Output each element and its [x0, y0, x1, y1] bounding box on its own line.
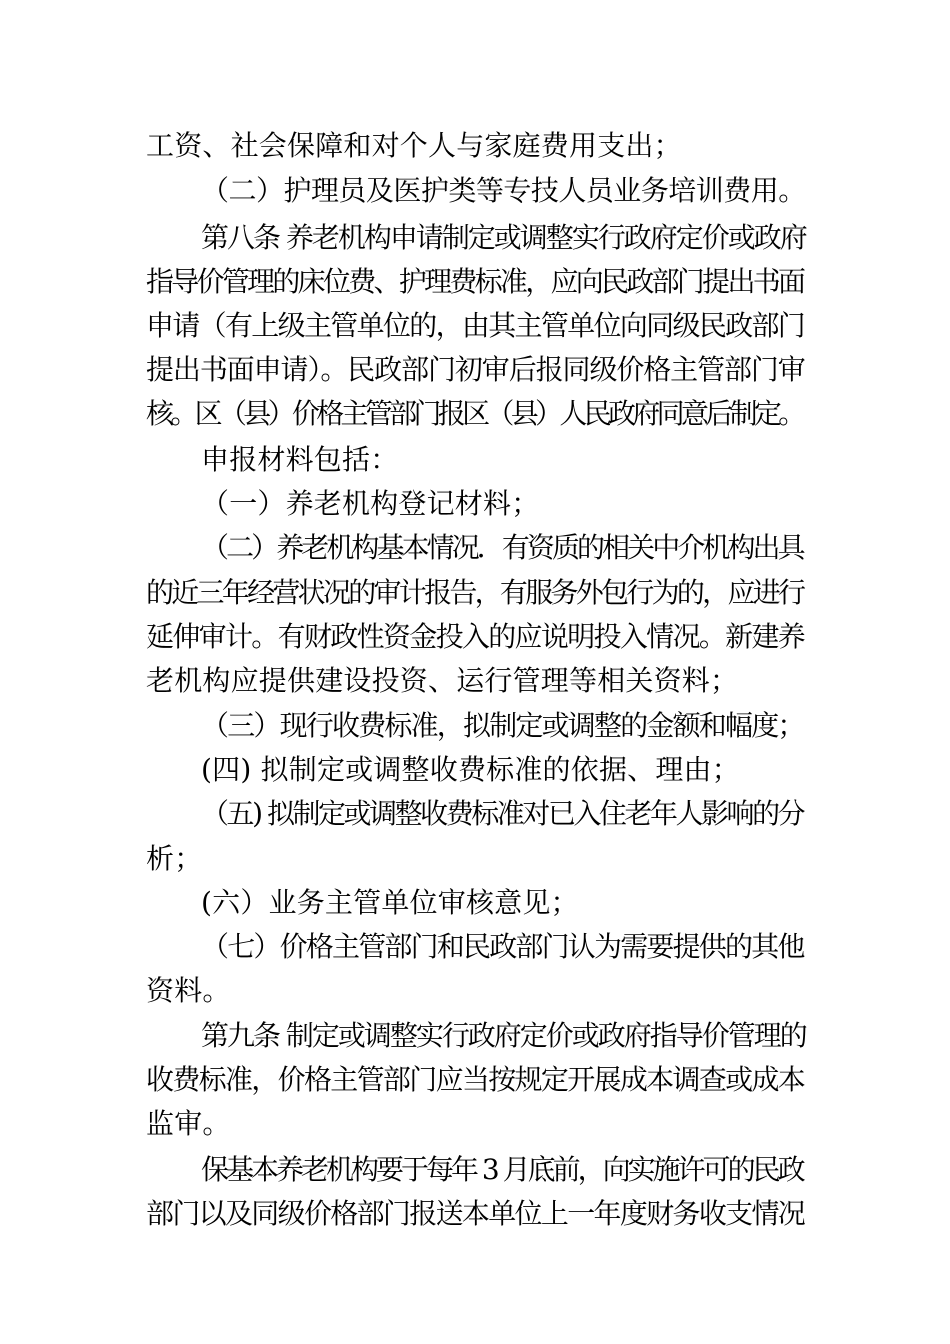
text-line: 工资、社会保障和对个人与家庭费用支出； — [146, 129, 682, 162]
text-line: 老机构应提供建设投资、运行管理等相关资料； — [146, 664, 739, 697]
text-line: 析； — [146, 842, 203, 875]
text-line: (六）业务主管单位审核意见； — [201, 886, 579, 919]
text-line: 申报材料包括： — [201, 443, 399, 476]
text-line: 第八条 养老机构申请制定或调整实行政府定价或政府 — [201, 221, 806, 254]
text-line: （一）养老机构登记材料； — [201, 487, 540, 520]
text-line: 部门以及同级价格部门报送本单位上一年度财务收支情况 — [146, 1197, 805, 1230]
text-line: 保基本养老机构要于每年 3 月底前，向实施许可的民政 — [201, 1153, 803, 1186]
text-line: 延伸审计。有财政性资金投入的应说明投入情况。新建养 — [146, 620, 805, 653]
text-line: 资料。 — [146, 974, 231, 1007]
text-line: 的近三年经营状况的审计报告，有服务外包行为的，应进行 — [146, 576, 804, 609]
text-line: 提出书面申请）。民政部门初审后报同级价格主管部门审 — [146, 353, 805, 386]
text-line: （二）养老机构基本情况．有资质的相关中介机构出具 — [201, 531, 803, 564]
text-line: (四) 拟制定或调整收费标准的依据、理由； — [201, 753, 740, 786]
text-line: 核。区（县）价格主管部门报区（县）人民政府同意后制定。 — [146, 397, 803, 430]
text-line: 申请（有上级主管单位的，由其主管单位向同级民政部门 — [146, 309, 805, 342]
text-line: 指导价管理的床位费、护理费标准，应向民政部门提出书面 — [146, 265, 804, 298]
text-line: （五) 拟制定或调整收费标准对已入住老年人影响的分 — [201, 797, 804, 830]
text-line: 第九条 制定或调整实行政府定价或政府指导价管理的 — [201, 1019, 806, 1052]
text-line: 收费标准，价格主管部门应当按规定开展成本调查或成本 — [146, 1063, 805, 1096]
text-line: （三）现行收费标准，拟制定或调整的金额和幅度； — [201, 709, 804, 742]
text-line: （七）价格主管部门和民政部门认为需要提供的其他 — [201, 930, 804, 963]
text-line: （二）护理员及医护类等专技人员业务培训费用。 — [201, 174, 806, 207]
text-line: 监审。 — [146, 1107, 231, 1140]
